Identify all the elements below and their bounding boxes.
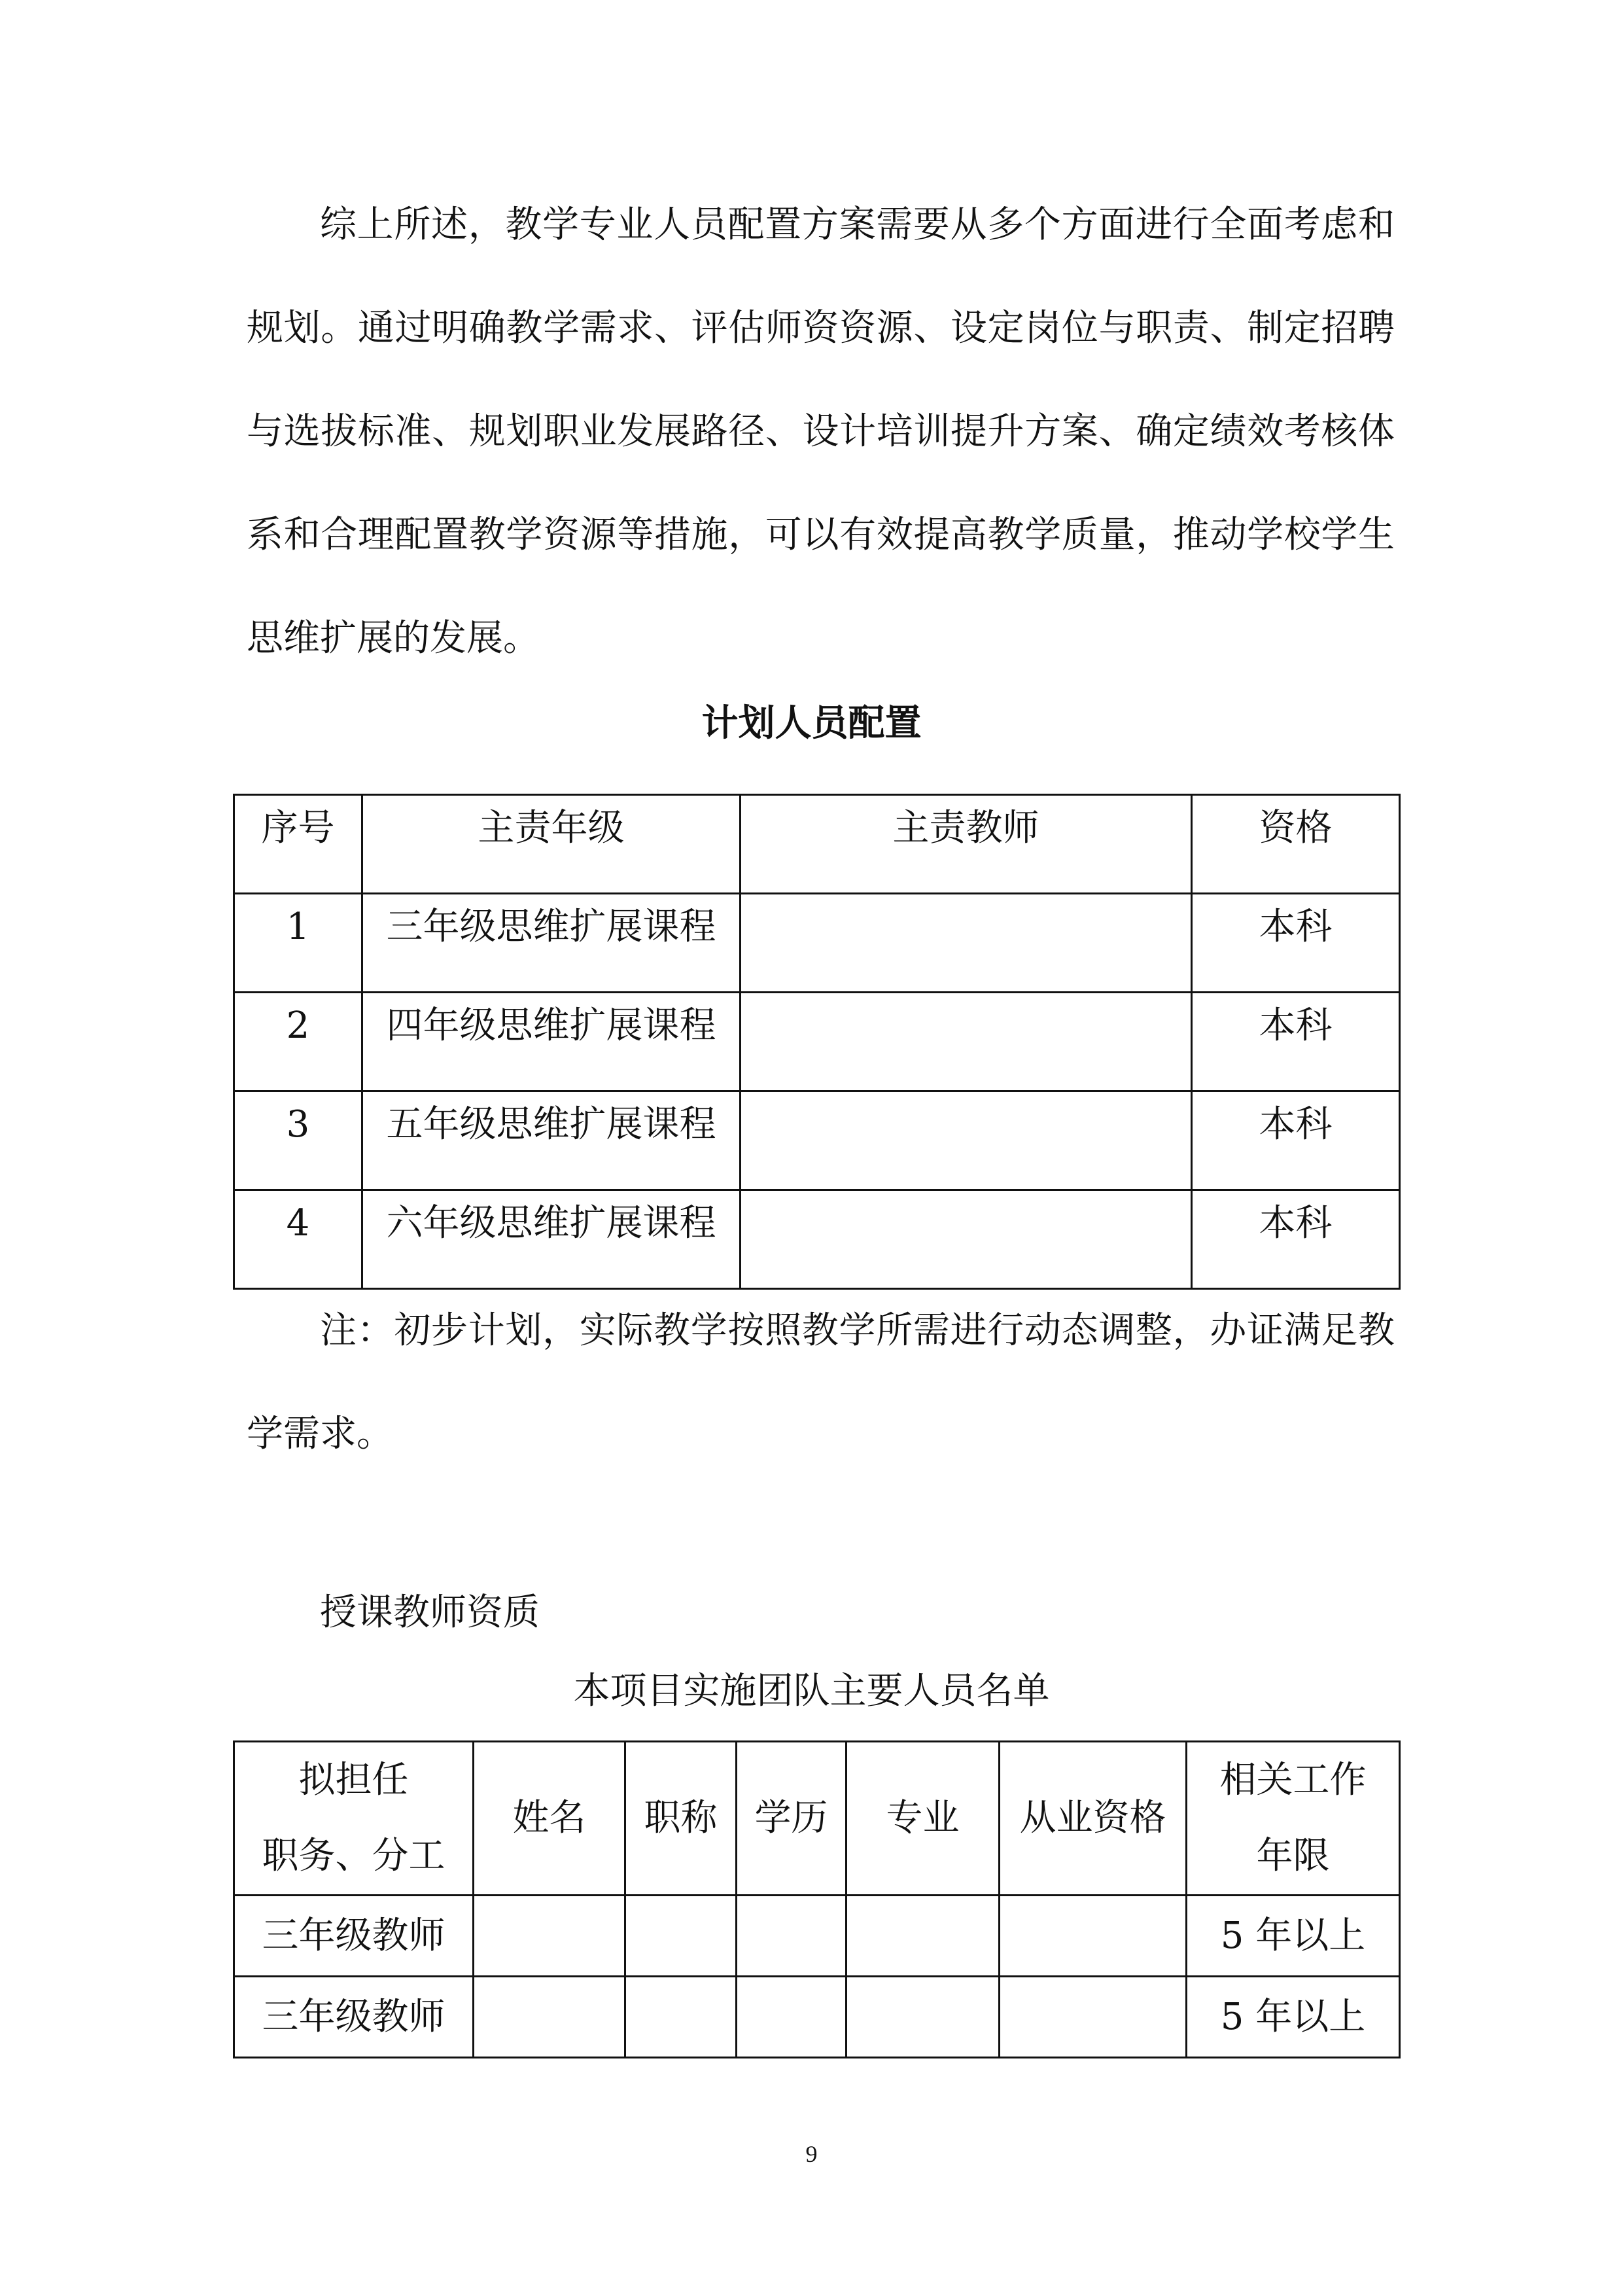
- team-cell-education: [737, 1896, 846, 1977]
- plan-cell-qualification: 本科: [1192, 1190, 1400, 1289]
- team-cell-name: [474, 1977, 625, 2058]
- team-header-role-line1: 拟担任: [298, 1759, 409, 1801]
- plan-header-teacher: 主责教师: [741, 795, 1192, 894]
- plan-table-header-row: [234, 795, 1400, 894]
- team-header-years: [1187, 1742, 1400, 1896]
- team-cell-major: [846, 1977, 1000, 2058]
- team-header-name: 姓名: [474, 1742, 625, 1896]
- team-table-row: [234, 1896, 1400, 1977]
- team-cell-role: 三年级教师: [234, 1977, 474, 2058]
- team-table-row: [234, 1977, 1400, 2058]
- plan-table-row: [234, 1091, 1400, 1190]
- team-table-title: 本项目实施团队主要人员名单: [573, 1670, 1050, 1712]
- team-header-education: 学历: [737, 1742, 846, 1896]
- team-cell-title: [625, 1977, 737, 2058]
- team-table-header-row: [234, 1742, 1400, 1896]
- plan-cell-teacher: [741, 1190, 1192, 1289]
- plan-cell-grade: 五年级思维扩展课程: [362, 1091, 741, 1190]
- team-header-major: 专业: [846, 1742, 1000, 1896]
- team-header-years-line2: 年限: [1256, 1835, 1330, 1877]
- plan-table: [233, 794, 1401, 1290]
- plan-table-row: [234, 993, 1400, 1091]
- team-table: [233, 1740, 1401, 2058]
- team-cell-education: [737, 1977, 846, 2058]
- plan-cell-grade: 四年级思维扩展课程: [362, 993, 741, 1091]
- plan-table-title: 计划人员配置: [701, 701, 922, 745]
- team-cell-years: 5 年以上: [1187, 1896, 1400, 1977]
- plan-header-qualification: 资格: [1192, 795, 1400, 894]
- plan-cell-teacher: [741, 993, 1192, 1091]
- team-header-title: 职称: [625, 1742, 737, 1896]
- team-header-years-line1: 相关工作: [1219, 1759, 1367, 1801]
- plan-cell-grade: 六年级思维扩展课程: [362, 1190, 741, 1289]
- plan-table-row: [234, 1190, 1400, 1289]
- team-cell-name: [474, 1896, 625, 1977]
- plan-note: 注：初步计划，实际教学按照教学所需进行动态调整，办证满足教学需求。: [247, 1309, 1395, 1455]
- team-cell-certification: [1000, 1977, 1187, 2058]
- plan-cell-no: 2: [234, 993, 362, 1091]
- plan-cell-no: 4: [234, 1190, 362, 1289]
- page-number: 9: [805, 2141, 818, 2167]
- team-cell-role: 三年级教师: [234, 1896, 474, 1977]
- team-cell-major: [846, 1896, 1000, 1977]
- plan-header-no: 序号: [234, 795, 362, 894]
- team-cell-certification: [1000, 1896, 1187, 1977]
- team-header-role-line2: 职务、分工: [262, 1835, 445, 1877]
- plan-cell-teacher: [741, 1091, 1192, 1190]
- team-header-certification: 从业资格: [1000, 1742, 1187, 1896]
- plan-cell-qualification: 本科: [1192, 993, 1400, 1091]
- team-header-role: [234, 1742, 474, 1896]
- team-cell-years: 5 年以上: [1187, 1977, 1400, 2058]
- plan-cell-teacher: [741, 894, 1192, 993]
- team-cell-title: [625, 1896, 737, 1977]
- plan-cell-no: 1: [234, 894, 362, 993]
- plan-cell-qualification: 本科: [1192, 894, 1400, 993]
- plan-cell-qualification: 本科: [1192, 1091, 1400, 1190]
- teacher-qualification-heading: 授课教师资质: [320, 1591, 540, 1634]
- plan-cell-no: 3: [234, 1091, 362, 1190]
- plan-table-row: [234, 894, 1400, 993]
- plan-header-grade: 主责年级: [362, 795, 741, 894]
- intro-paragraph: 综上所述，教学专业人员配置方案需要从多个方面进行全面考虑和规划。通过明确教学需求、评估师资资源、设定岗位与职责、制定招聘与选拔标准、规划职业发展路径、设计培训提升方案、确定绩效考核体系和合理配置教学资源等措施，可以有效提高教学质量，推动学校学生思维扩展的发展。: [247, 203, 1395, 660]
- plan-cell-grade: 三年级思维扩展课程: [362, 894, 741, 993]
